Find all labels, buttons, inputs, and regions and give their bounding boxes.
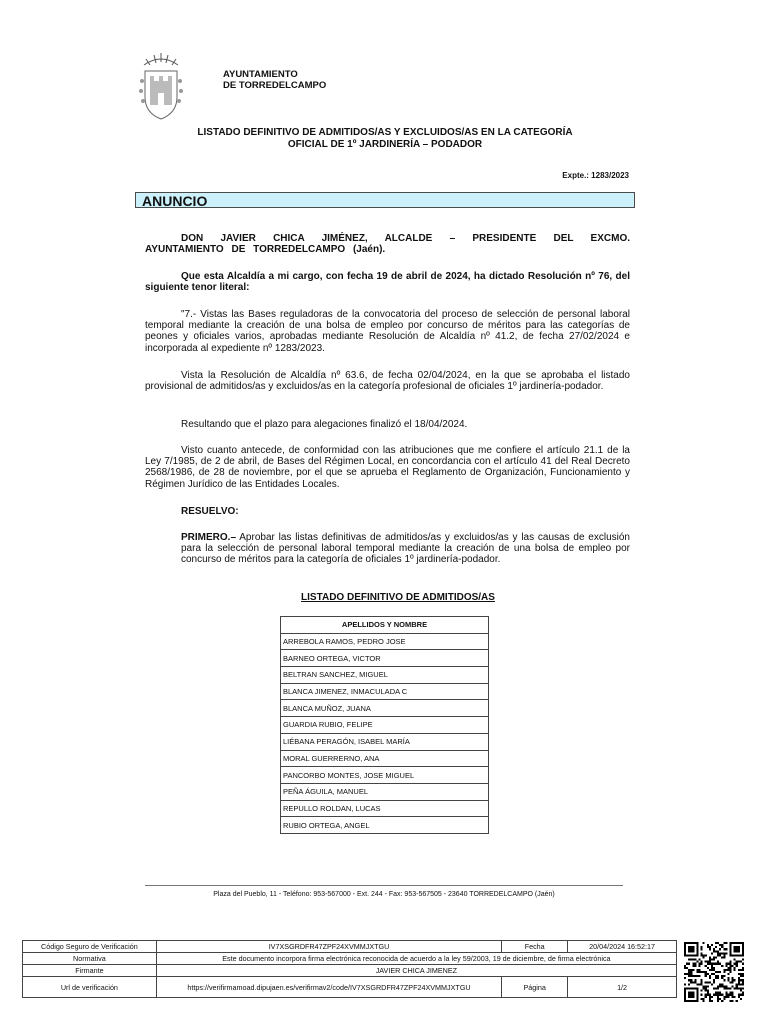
name-cell: BELTRAN SANCHEZ, MIGUEL: [281, 667, 489, 684]
table-row: [281, 700, 489, 717]
table-row: [281, 767, 489, 784]
name-cell: BLANCA MUÑOZ, JUANA: [281, 700, 489, 717]
table-row: [23, 941, 677, 953]
table-row: [23, 953, 677, 965]
normativa-value: Este documento incorpora firma electrónica reconocida de acuerdo a la ley 59/2003, 19 de diciembre, de firma electrónica: [156, 953, 676, 965]
resolution-intro: Que esta Alcaldía a mi cargo, con fecha 19 de abril de 2024, ha dictado Resolución nº 76, del siguiente tenor literal:: [145, 271, 630, 294]
title-line-1: LISTADO DEFINITIVO DE ADMITIDOS/AS Y EXCLUIDOS/AS EN LA CATEGORÍA: [197, 127, 573, 138]
admitted-table: [280, 616, 489, 834]
table-row: [23, 965, 677, 977]
title-line-2: OFICIAL DE 1º JARDINERÍA – PODADOR: [287, 139, 483, 150]
signer-value: JAVIER CHICA JIMENEZ: [156, 965, 676, 977]
file-number: Expte.: 1283/2023: [562, 171, 629, 180]
name-cell: PEÑA ÁGUILA, MANUEL: [281, 783, 489, 800]
table-row: [281, 800, 489, 817]
page-label: Página: [502, 977, 568, 998]
table-row: [281, 633, 489, 650]
coat-of-arms-icon: [138, 51, 184, 121]
page-value: 1/2: [568, 977, 677, 998]
url-label: Url de verificación: [23, 977, 157, 998]
org-line-2: DE TORREDELCAMPO: [223, 80, 327, 91]
table-row: [281, 783, 489, 800]
name-cell: LIÉBANA PERAGÓN, ISABEL MARÍA: [281, 733, 489, 750]
footer-address: Plaza del Pueblo, 11 - Teléfono: 953-567000 - Ext. 244 - Fax: 953-567505 - 23640 TORREDELCAMPO (Jaén): [213, 891, 555, 898]
resuelvo-heading: RESUELVO:: [181, 506, 239, 517]
table-row: [281, 683, 489, 700]
signer-label: Firmante: [23, 965, 157, 977]
announcement-banner: ANUNCIO: [135, 192, 635, 208]
csv-value[interactable]: IV7XSGRDFR47ZPF24XVMMJXTGU: [156, 941, 501, 953]
qr-code-icon[interactable]: [684, 941, 744, 1003]
document-title: [130, 127, 640, 151]
table-row: [281, 733, 489, 750]
normativa-label: Normativa: [23, 953, 157, 965]
primero-paragraph: [181, 532, 630, 566]
name-cell: PANCORBO MONTES, JOSE MIGUEL: [281, 767, 489, 784]
mayor-declaration: DON JAVIER CHICA JIMÉNEZ, ALCALDE – PRESIDENTE DEL EXCMO. AYUNTAMIENTO DE TORREDELCAMPO (Jaén).: [145, 233, 630, 256]
table-row: [281, 750, 489, 767]
column-header: APELLIDOS Y NOMBRE: [281, 617, 489, 634]
date-value: 20/04/2024 16:52:17: [568, 941, 677, 953]
name-cell: BARNEO ORTEGA, VICTOR: [281, 650, 489, 667]
table-row: [281, 650, 489, 667]
name-cell: RUBIO ORTEGA, ANGEL: [281, 817, 489, 834]
table-row: [281, 667, 489, 684]
footer-divider: [145, 885, 623, 886]
name-cell: MORAL GUERRERNO, ANA: [281, 750, 489, 767]
csv-label: Código Seguro de Verificación: [23, 941, 157, 953]
name-cell: ARREBOLA RAMOS, PEDRO JOSE: [281, 633, 489, 650]
table-row: [281, 817, 489, 834]
paragraph-bases: "7.- Vistas las Bases reguladoras de la convocatoria del proceso de selección de personal laboral temporal mediante la creación de una bolsa de empleo por concurso de méritos para las categorías de peones y oficiales varios, aprobadas mediante Resolución de Alcaldía nº 41.2, de fecha 27/02/2024 e incorporada al expediente nº 1283/2023.: [145, 309, 630, 354]
name-cell: GUARDIA RUBIO, FELIPE: [281, 717, 489, 734]
org-line-1: AYUNTAMIENTO: [223, 69, 298, 80]
name-cell: BLANCA JIMENEZ, INMACULADA C: [281, 683, 489, 700]
verification-table: [22, 940, 677, 998]
paragraph-provisional: Vista la Resolución de Alcaldía nº 63.6, de fecha 02/04/2024, en la que se aprobaba el listado provisional de admitidos/as y excluidos/as en la categoría profesional de oficiales 1º jardinería-podador.: [145, 370, 630, 393]
organization-name: [223, 69, 326, 91]
paragraph-legal-basis: Visto cuanto antecede, de conformidad con las atribuciones que me confiere el artículo 21.1 de la Ley 7/1985, de 2 de abril, de Bases del Régimen Local, en concordancia con el artículo 41 del Real Decreto 2568/1986, de 28 de noviembre, por el que se aprueba el Reglamento de Organización, Funcionamiento y Régimen Jurídico de las Entidades Locales.: [145, 445, 630, 490]
admitted-list-heading: LISTADO DEFINITIVO DE ADMITIDOS/AS: [301, 592, 495, 603]
primero-label: PRIMERO.–: [181, 532, 237, 543]
verification-url-link[interactable]: https://verifirmamoad.dipujaen.es/verifirmav2/code/IV7XSGRDFR47ZPF24XVMMJXTGU: [156, 977, 501, 998]
table-row: [23, 977, 677, 998]
primero-text: Aprobar las listas definitivas de admitidos/as y excluidos/as y las causas de exclusión para la selección de personal laboral temporal mediante la creación de una bolsa de empleo por concurso de méritos para la categoría de oficiales 1º jardinería-podador.: [181, 532, 630, 566]
table-row: [281, 717, 489, 734]
date-label: Fecha: [502, 941, 568, 953]
paragraph-alegaciones: Resultando que el plazo para alegaciones finalizó el 18/04/2024.: [181, 419, 468, 430]
name-cell: REPULLO ROLDAN, LUCAS: [281, 800, 489, 817]
